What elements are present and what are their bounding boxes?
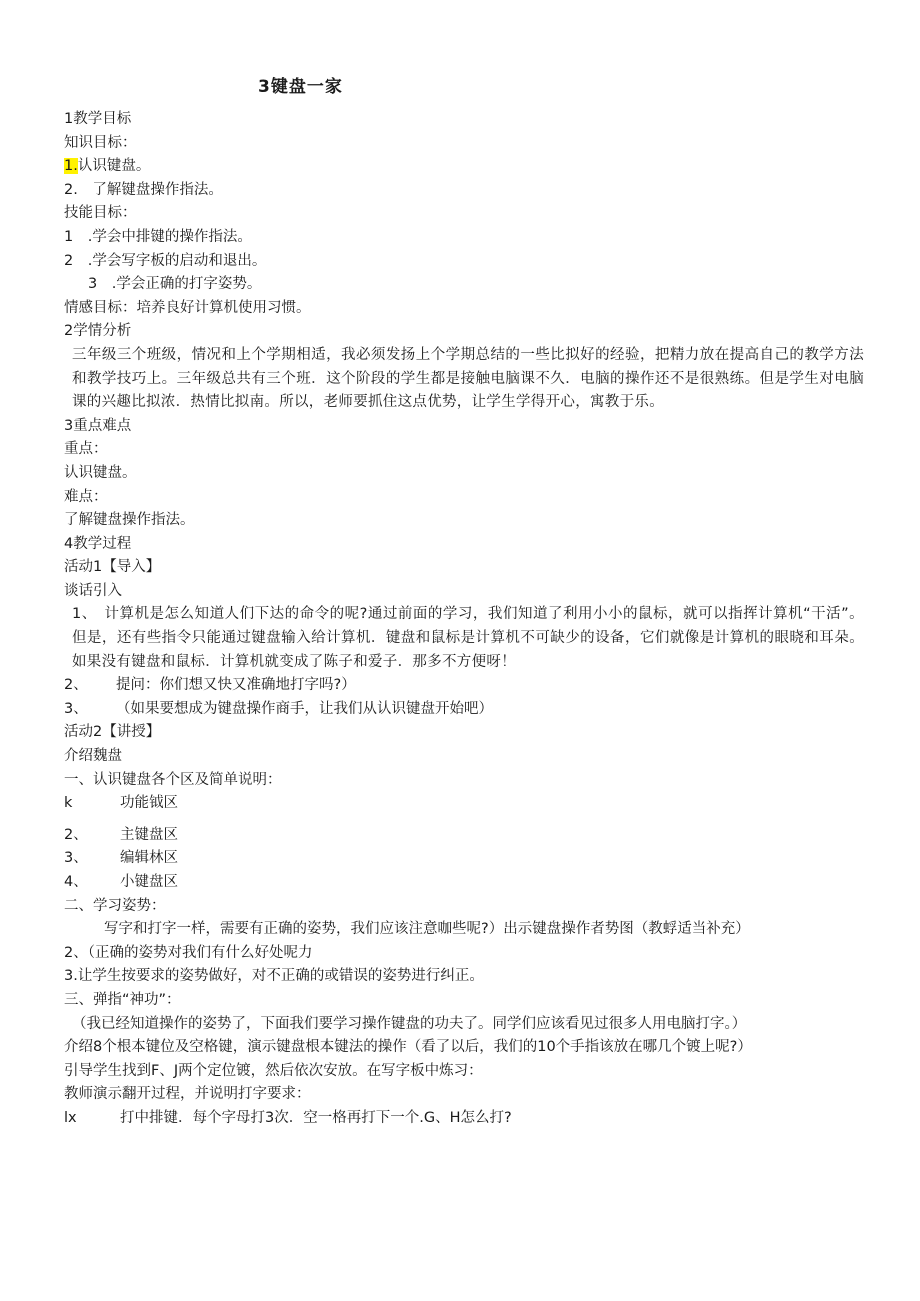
keyboard-zone-4: 4、 小键盘区	[64, 874, 178, 890]
document-body	[64, 108, 864, 1131]
posture-paragraph: 写字和打字一样，需要有正确的姿势，我们应该注意咖些呢?）出示键盘操作者势图（教蜉适当补充）	[104, 921, 750, 938]
knowledge-objective-label: 知识目标：	[64, 134, 137, 151]
finger-paragraph-2: 介绍8个根本键位及空格键，演示键盘根本键法的操作（看了以后，我们的10个手指该放在哪几个镀上呢?）	[64, 1039, 752, 1056]
skill-item-3: 3 .学会正确的打字姿势。	[88, 276, 262, 293]
section-heading-process: 4教学过程	[64, 535, 132, 552]
activity-2-subheading: 介绍魏盘	[64, 748, 122, 765]
emotion-objective: 情感目标：培养良好计算机使用习惯。	[64, 299, 311, 316]
part-2-heading: 二、学习姿势：	[64, 897, 166, 914]
knowledge-item-1-text: 认识键盘。	[77, 158, 151, 175]
highlighted-number: 1.	[64, 158, 78, 175]
finger-paragraph-1: （我已经知道操作的姿势了，下面我们要学习操作键盘的功夫了。同学们应该看见过很多人用电脑打字。）	[72, 1015, 747, 1032]
difficulty-text: 了解键盘操作指法。	[64, 512, 195, 529]
skill-objective-label: 技能目标：	[64, 205, 137, 222]
difficulty-label: 难点：	[64, 488, 108, 505]
finger-paragraph-3: 引导学生找到F、J两个定位镀，然后依次安放。在写字板中炼习：	[64, 1062, 483, 1079]
skill-item-2: 2 .学会写字板的启动和退出。	[64, 252, 267, 269]
document-title: 3键盘一家	[258, 77, 343, 97]
activity-1-subheading: 谈话引入	[64, 582, 122, 599]
activity-1-item-3: 3、 （如果要想成为键盘操作商手，让我们从认识键盘开始吧）	[64, 700, 493, 717]
part-1-heading: 一、认识键盘各个区及简单说明：	[64, 771, 282, 788]
activity-1-paragraph-1: 1、 计算机是怎么知道人们下达的命令的呢?通过前面的学习，我们知道了利用小小的鼠标，就可以指挥计算机“干活”。但是，还有些指令只能通过键盘输入给计算机．键盘和鼠标是计算机不可缺少的设备，它们就像是计算机的眼晓和耳朵。如果没有键盘和鼠标．计算机就变成了陈子和爱子．那多不方便呀！	[72, 606, 864, 670]
part-3-heading: 三、弹指“神功”：	[64, 991, 181, 1008]
posture-item-2: 2、（正确的姿势对我们有什么好处呢力	[64, 944, 313, 961]
focus-label: 重点：	[64, 441, 108, 458]
activity-2-heading: 活动2【讲授】	[64, 724, 161, 741]
focus-text: 认识键盘。	[64, 464, 137, 481]
section-heading-objectives: 1教学目标	[64, 111, 132, 127]
finger-last-item: lx 打中排键．每个字母打3次．空一格再打下一个.G、H怎么打?	[64, 1109, 512, 1126]
skill-item-1: 1 .学会中排键的操作指法。	[64, 228, 252, 245]
section-heading-key-points: 3重点难点	[64, 417, 132, 434]
section-heading-analysis: 2学情分析	[64, 323, 132, 340]
analysis-paragraph: 三年级三个班级，情况和上个学期相适，我必须发扬上个学期总结的一些比拟好的经验，把精力放在提高自己的教学方法和教学技巧上。三年级总共有三个班．这个阶段的学生都是接触电脑课不久．电脑的操作还不是很熟练。但是学生对电脑课的兴趣比拟浓．热情比拟南。所以，老师要抓住这点优势，让学生学得开心，寓教于乐。	[72, 346, 864, 411]
finger-paragraph-4: 教师演示翻开过程，并说明打字要求：	[64, 1086, 311, 1103]
keyboard-zone-3: 3、 编辑林区	[64, 850, 178, 867]
posture-item-3: 3.让学生按要求的姿势做好，对不正确的或错误的姿势进行纠正。	[64, 968, 484, 985]
keyboard-zone-1: k 功能钺区	[64, 795, 178, 812]
activity-1-heading: 活动1【导入】	[64, 559, 161, 576]
activity-1-item-2: 2、 提问：你们想又快又准确地打字吗?）	[64, 677, 356, 694]
knowledge-item-1	[64, 155, 864, 179]
keyboard-zone-2: 2、 主键盘区	[64, 826, 178, 843]
knowledge-item-2: 2. 了解键盘操作指法。	[64, 181, 223, 198]
